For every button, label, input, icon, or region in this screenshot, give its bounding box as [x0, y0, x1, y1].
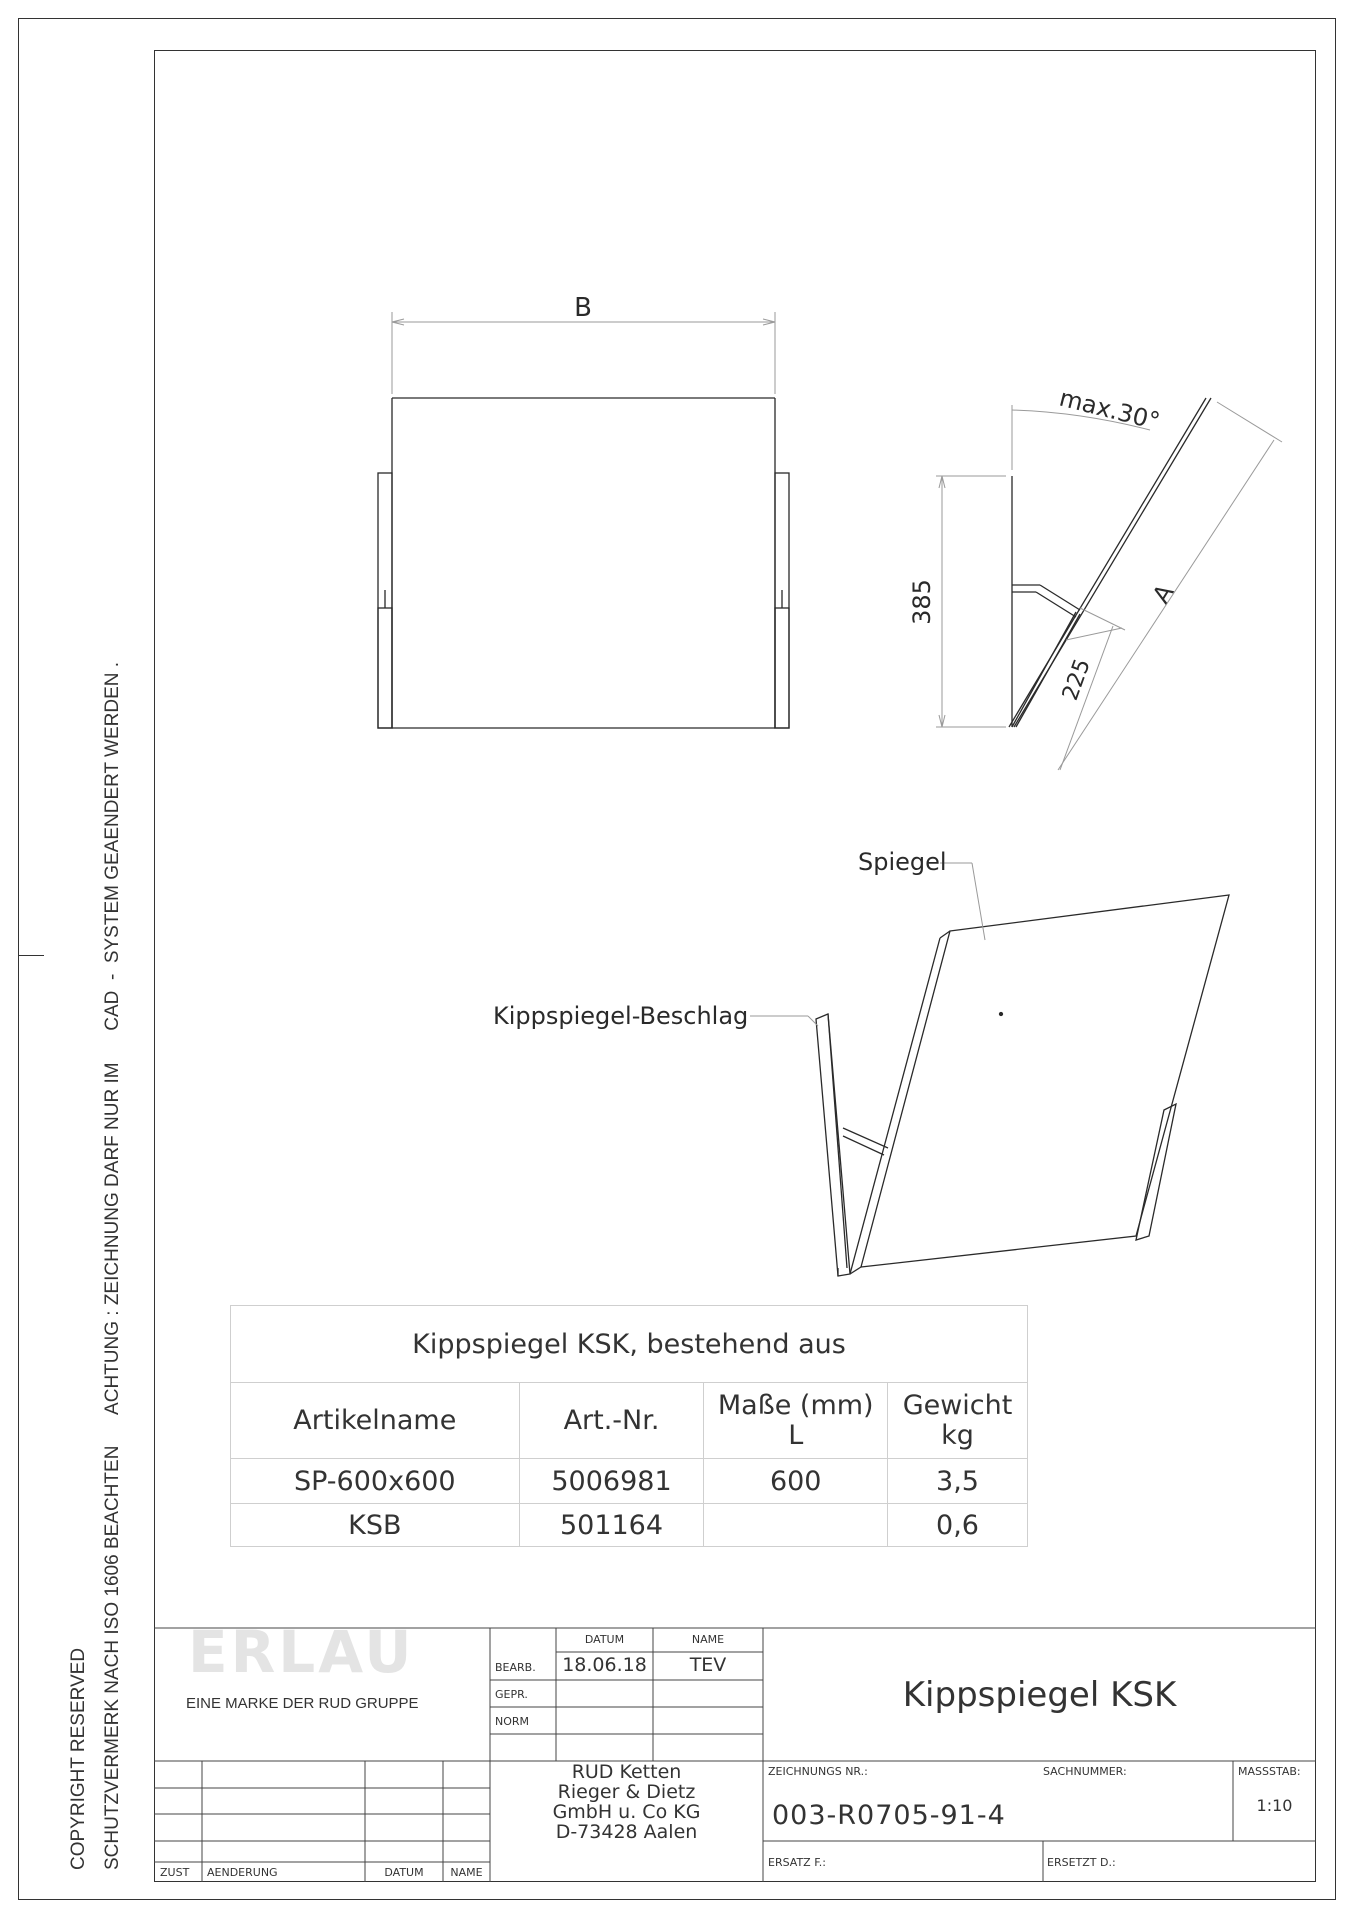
angle-label: max.30° [1056, 383, 1163, 436]
copyright-notice: COPYRIGHT RESERVED [68, 1647, 89, 1870]
table-row [231, 1459, 1028, 1504]
bom-cell-weight: 0,6 [888, 1504, 1028, 1547]
iso-view [750, 863, 1229, 1276]
zeichnung-nr-label: ZEICHNUNGS NR.: [768, 1765, 868, 1778]
bom-cell-artnr: 501164 [519, 1504, 704, 1547]
dim-b-label: B [574, 293, 592, 323]
bom-cell-artnr: 5006981 [519, 1459, 704, 1504]
label-beschlag: Kippspiegel-Beschlag [493, 1002, 749, 1030]
side-view [936, 398, 1282, 770]
brand-tagline: EINE MARKE DER RUD GRUPPE [186, 1695, 419, 1712]
bearb-name: TEV [689, 1654, 727, 1676]
bom-table [230, 1305, 1028, 1547]
bom-cell-length: 600 [704, 1459, 888, 1504]
zeichnung-nr: 003-R0705-91-4 [772, 1800, 1006, 1831]
bom-cell-length [704, 1504, 888, 1547]
front-view [378, 312, 789, 728]
company-line: RUD Ketten [571, 1761, 682, 1783]
company-address [490, 1762, 763, 1842]
bom-header-weight [888, 1383, 1028, 1459]
bom-title: Kippspiegel KSK, bestehend aus [231, 1306, 1028, 1383]
dim-225-label: 225 [1057, 655, 1096, 704]
massstab-value: 1:10 [1256, 1796, 1293, 1815]
bom-cell-name: SP-600x600 [231, 1459, 520, 1504]
col-name-label: NAME [691, 1633, 725, 1646]
protection-notice: SCHUTZVERMERK NACH ISO 1606 BEACHTEN ACHTUNG : ZEICHNUNG DARF NUR IM CAD - SYSTEM GEAENDERT WERDEN . [102, 661, 123, 1870]
bom-header-dims [704, 1383, 888, 1459]
bom-cell-name: KSB [231, 1504, 520, 1547]
ersetzt-d-label: ERSETZT D.: [1047, 1856, 1116, 1869]
drawing-title: Kippspiegel KSK [902, 1675, 1177, 1715]
dim-385-label: 385 [908, 579, 936, 625]
bom-header-weight-line1: Gewicht [902, 1389, 1013, 1421]
row-gepr-label: GEPR. [495, 1688, 528, 1701]
bom-header-weight-line2: kg [941, 1419, 974, 1451]
bom-header-dims-line2: L [788, 1419, 804, 1451]
col-datum-label: DATUM [584, 1633, 625, 1646]
erlau-logo: ERLAU [188, 1618, 415, 1686]
company-line: D-73428 Aalen [555, 1821, 698, 1843]
rev-datum-label: DATUM [384, 1866, 424, 1879]
massstab-label: MASSSTAB: [1238, 1765, 1301, 1778]
rev-zust-label: ZUST [160, 1866, 190, 1879]
table-row [231, 1504, 1028, 1547]
bom-header-artnr: Art.-Nr. [519, 1383, 704, 1459]
rev-aenderung-label: AENDERUNG [207, 1866, 278, 1879]
sachnummer-label: SACHNUMMER: [1043, 1765, 1127, 1778]
bom-header-name: Artikelname [231, 1383, 520, 1459]
company-line: Rieger & Dietz [557, 1781, 696, 1803]
ersatz-f-label: ERSATZ F.: [768, 1856, 826, 1869]
bom-cell-weight: 3,5 [888, 1459, 1028, 1504]
company-line: GmbH u. Co KG [552, 1801, 701, 1823]
row-norm-label: NORM [495, 1715, 530, 1728]
dim-a-label: A [1146, 579, 1180, 609]
row-bearb-label: BEARB. [495, 1661, 536, 1674]
label-spiegel: Spiegel [858, 848, 947, 876]
bom-header-dims-line1: Maße (mm) [717, 1389, 874, 1421]
bearb-date: 18.06.18 [562, 1654, 647, 1676]
rev-name-label: NAME [450, 1866, 483, 1879]
